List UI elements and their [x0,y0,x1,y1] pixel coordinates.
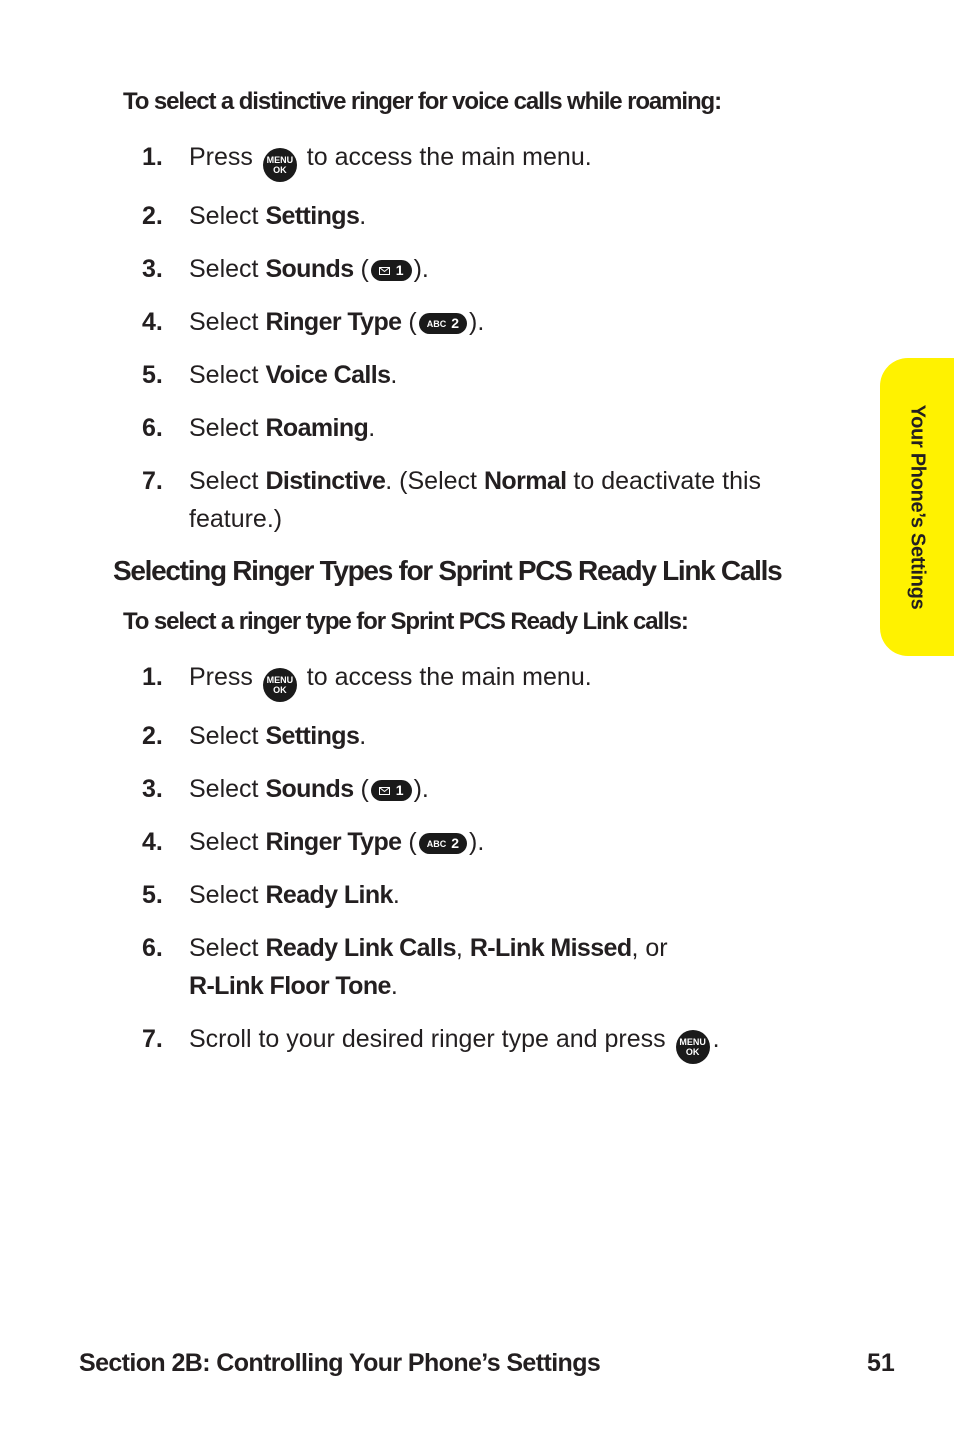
step-item: 6. Select Roaming. [0,409,820,447]
steps-list-ready-link [0,658,820,1064]
menu-ok-key-icon: MENU OK [676,1030,710,1064]
key-1-icon: 1 [371,780,412,801]
menu-ok-key-icon: MENU OK [263,148,297,182]
step-number: 1. [142,663,163,691]
step-item: 6. Select Ready Link Calls, R-Link Missed, or R-Link Floor Tone. [0,929,820,1005]
step-item: 3. Select Sounds ( 1 ). [0,250,820,288]
section-heading: Selecting Ringer Types for Sprint PCS Ready Link Calls [113,555,782,586]
step-item: 2. Select Settings. [0,717,820,755]
footer-section-title: Section 2B: Controlling Your Phone’s Settings [79,1349,601,1377]
page-number: 51 [867,1349,895,1377]
procedure-intro-roaming: To select a distinctive ringer for voice calls while roaming: [123,88,721,115]
step-item: 2. Select Settings. [0,197,820,235]
step-number: 5. [142,361,163,389]
step-number: 2. [142,722,163,750]
step-number: 6. [142,414,163,442]
step-number: 2. [142,202,163,230]
step-number: 7. [142,1025,163,1053]
envelope-icon [379,787,390,795]
step-item: 5. Select Voice Calls. [0,356,820,394]
step-number: 3. [142,775,163,803]
step-item: 4. Select Ringer Type ( ABC 2 ). [0,303,820,341]
step-number: 4. [142,828,163,856]
steps-list-roaming [0,138,820,538]
step-number: 6. [142,934,163,962]
step-item: 3. Select Sounds ( 1 ). [0,770,820,808]
step-number: 3. [142,255,163,283]
side-tab-label: Your Phone’s Settings [906,404,929,610]
key-2-icon: ABC 2 [419,313,467,334]
step-item: 7. Select Distinctive. (Select Normal to deactivate this feature.) [0,462,820,538]
step-number: 4. [142,308,163,336]
step-number: 1. [142,143,163,171]
menu-ok-key-icon: MENU OK [263,668,297,702]
step-item: 1. Press MENU OK to access the main menu. [0,658,820,702]
key-2-icon: ABC 2 [419,833,467,854]
step-number: 7. [142,467,163,495]
step-item: 1. Press MENU OK to access the main menu. [0,138,820,182]
envelope-icon [379,267,390,275]
step-item: 5. Select Ready Link. [0,876,820,914]
step-number: 5. [142,881,163,909]
procedure-intro-ready-link: To select a ringer type for Sprint PCS Ready Link calls: [123,608,688,635]
key-1-icon: 1 [371,260,412,281]
step-item: 4. Select Ringer Type ( ABC 2 ). [0,823,820,861]
step-item: 7. Scroll to your desired ringer type and press MENU OK . [0,1020,820,1064]
